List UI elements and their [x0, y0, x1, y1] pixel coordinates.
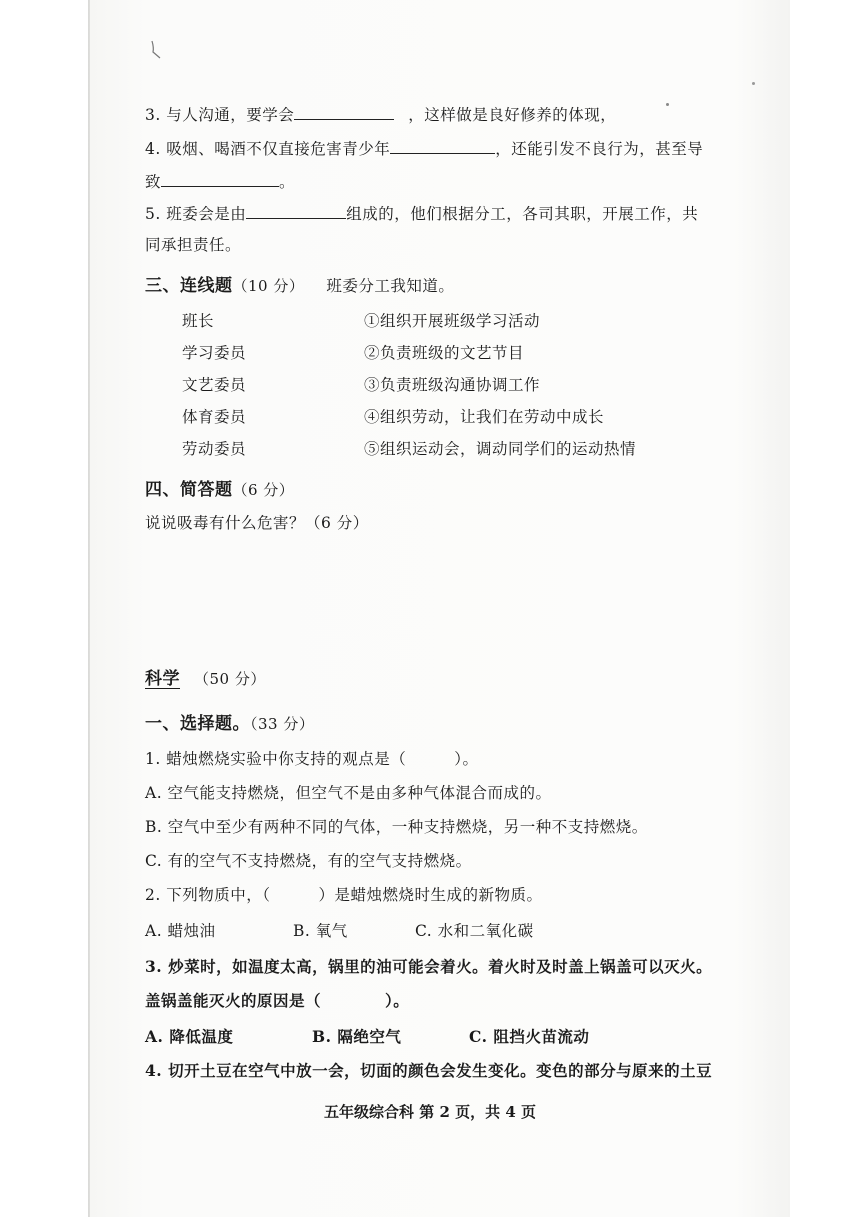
- option-a: A. 空气能支持燃烧，但空气不是由多种气体混合而成的。: [145, 784, 552, 802]
- options-row: [145, 1025, 590, 1047]
- option-b: B. 氧气: [293, 922, 348, 940]
- match-left-item[interactable]: 劳动委员: [182, 440, 247, 458]
- question-3: 3. 与人沟通，要学会 ，这样做是良好修养的体现，: [145, 106, 617, 124]
- option-a: A. 降低温度: [145, 1027, 234, 1046]
- match-right-item[interactable]: ②负责班级的文艺节目: [364, 344, 525, 362]
- section-4-heading: 四、简答题（6 分）: [145, 480, 295, 500]
- science-section-1-heading: 一、选择题。（33 分）: [145, 714, 315, 734]
- speck: [666, 103, 669, 106]
- match-left-item[interactable]: 文艺委员: [182, 376, 247, 394]
- option-c: C. 阻挡火苗流动: [469, 1027, 590, 1046]
- answer-blank[interactable]: [161, 172, 279, 187]
- answer-blank[interactable]: [390, 139, 495, 154]
- speck: [752, 82, 755, 85]
- answer-blank[interactable]: [246, 204, 346, 219]
- science-question-4: 4. 切开土豆在空气中放一会，切面的颜色会发生变化。变色的部分与原来的土豆: [145, 1061, 713, 1080]
- page-footer: 五年级综合科 第 2 页，共 4 页: [324, 1103, 536, 1121]
- question-4-line2: 致 。: [145, 173, 296, 191]
- option-c: C. 有的空气不支持燃烧，有的空气支持燃烧。: [145, 852, 472, 870]
- science-question-2: 2. 下列物质中，（ ）是蜡烛燃烧时生成的新物质。: [145, 886, 543, 904]
- match-right-item[interactable]: ③负责班级沟通协调工作: [364, 376, 541, 394]
- option-b: B. 空气中至少有两种不同的气体，一种支持燃烧，另一种不支持燃烧。: [145, 818, 648, 836]
- match-left-item[interactable]: 体育委员: [182, 408, 247, 426]
- answer-blank[interactable]: [294, 105, 394, 120]
- match-left-item[interactable]: 班长: [182, 312, 215, 330]
- science-question-3-line2: 盖锅盖能灭火的原因是（ ）。: [145, 991, 410, 1010]
- question-4: 4. 吸烟、喝酒不仅直接危害青少年 ，还能引发不良行为，甚至导: [145, 140, 704, 158]
- match-right-item[interactable]: ④组织劳动，让我们在劳动中成长: [364, 408, 605, 426]
- science-question-1: 1. 蜡烛燃烧实验中你支持的观点是（ ）。: [145, 750, 479, 768]
- science-heading: 科学 （50 分）: [145, 669, 266, 689]
- science-question-3: 3. 炒菜时，如温度太高，锅里的油可能会着火。着火时及时盖上锅盖可以灭火。: [145, 957, 713, 976]
- match-left-item[interactable]: 学习委员: [182, 344, 247, 362]
- section-3-heading: 三、连线题（10 分） 班委分工我知道。: [145, 276, 455, 296]
- option-c: C. 水和二氧化碳: [415, 922, 534, 940]
- question-5: 5. 班委会是由 组成的，他们根据分工，各司其职，开展工作，共: [145, 205, 699, 223]
- option-b: B. 隔绝空气: [312, 1027, 402, 1046]
- pen-mark: [150, 40, 162, 60]
- match-right-item[interactable]: ⑤组织运动会，调动同学们的运动热情: [364, 440, 637, 458]
- question-5-line2: 同承担责任。: [145, 236, 242, 254]
- option-a: A. 蜡烛油: [145, 922, 216, 940]
- match-right-item[interactable]: ①组织开展班级学习活动: [364, 312, 541, 330]
- options-row: [145, 919, 534, 941]
- question-short-answer: 说说吸毒有什么危害？（6 分）: [145, 514, 369, 532]
